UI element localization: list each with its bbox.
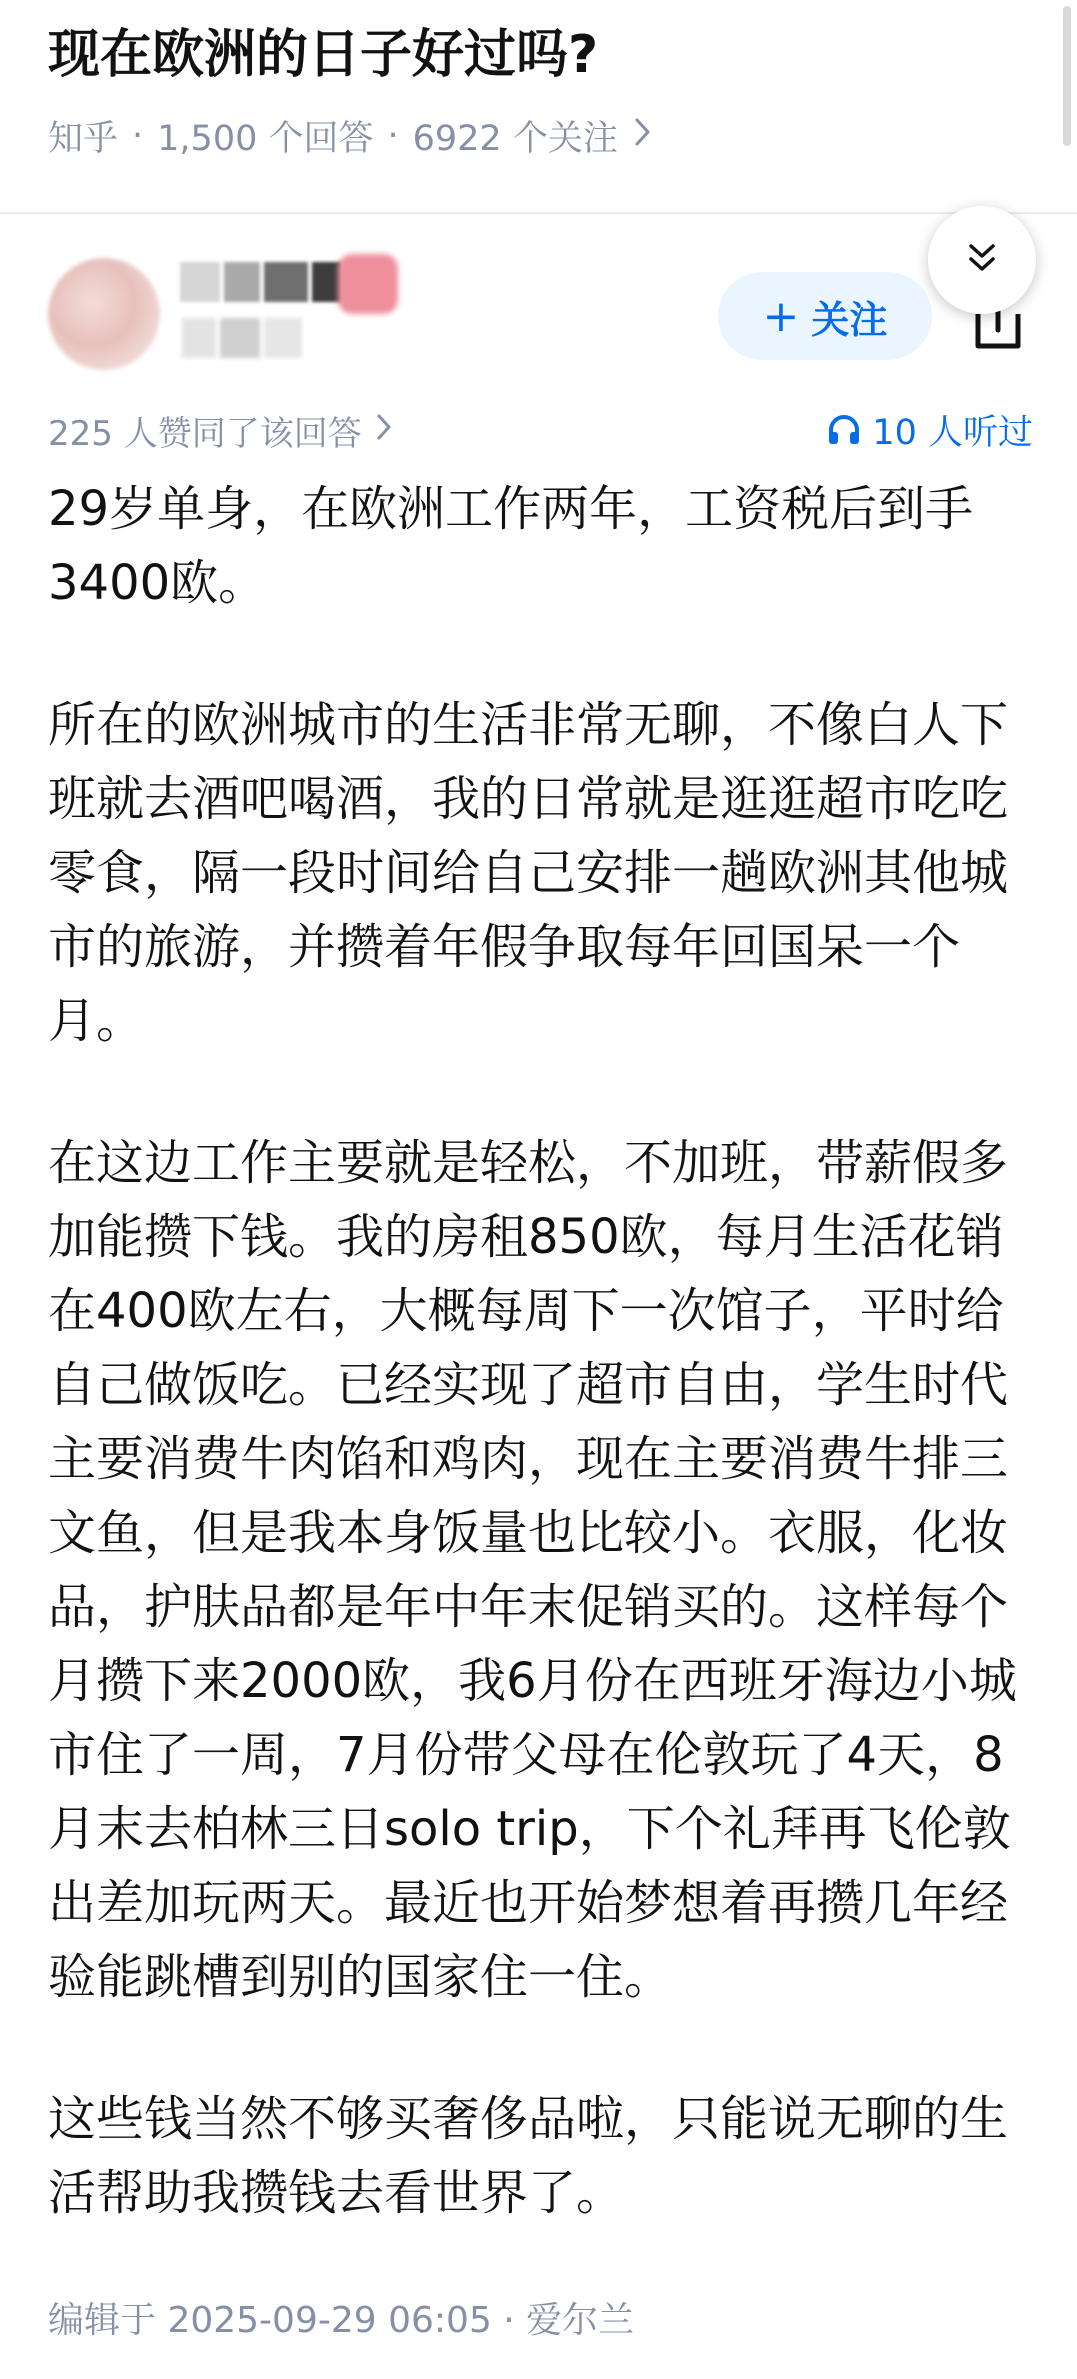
answer-paragraph: 所在的欧洲城市的生活非常无聊，不像白人下班就去酒吧喝酒，我的日常就是逛逛超市吃吃零食，隔一段时间给自己安排一趟欧洲其他城市的旅游，并攒着年假争取每年回国呆一个月。 (48, 697, 1009, 1049)
double-chevron-down-icon (964, 240, 1000, 280)
edit-timestamp: 编辑于 2025-09-29 06:05 · 爱尔兰 (48, 2300, 635, 2341)
answer-paragraph: 在这边工作主要就是轻松，不加班，带薪假多加能攒下钱。我的房租850欧，每月生活花销在400欧左右，大概每周下一次馆子，平时给自己做饭吃。已经实现了超市自由，学生时代主要消费牛肉馅和鸡肉，现在主要消费牛排三文鱼，但是我本身饭量也比较小。衣服，化妆品，护肤品都是年中年末促销买的。这样每个月攒下来2000欧，我6月份在西班牙海边小城市住了一周，7月份带父母在伦敦玩了4天，8月末去柏林三日solo trip，下个礼拜再飞伦敦出差加玩两天。最近也开始梦想着再攒几年经验能跳槽到别的国家住一住。 (48, 1135, 1017, 2005)
vote-summary[interactable] (48, 400, 392, 460)
chevron-right-icon (376, 410, 392, 450)
listen-button[interactable] (826, 400, 1033, 460)
meta-separator: · (132, 116, 144, 156)
plus-icon: + (762, 290, 800, 342)
answer-content (48, 472, 1048, 2298)
collapse-button[interactable] (928, 206, 1036, 314)
listen-count: 10 人听过 (872, 413, 1033, 453)
author-badge-blurred (338, 254, 398, 314)
followers-count: 6922 个关注 (412, 119, 618, 159)
votes-text: 225 人赞同了该回答 (48, 413, 362, 454)
answer-paragraph: 这些钱当然不够买奢侈品啦，只能说无聊的生活帮助我攒钱去看世界了。 (48, 2091, 1009, 2221)
answers-count: 1,500 个回答 (157, 119, 374, 159)
headphones-icon (826, 412, 862, 448)
follow-button[interactable] (718, 272, 932, 360)
author-avatar[interactable] (48, 258, 160, 370)
question-title[interactable]: 现在欧洲的日子好过吗? (48, 25, 599, 85)
scrollbar[interactable] (1063, 6, 1071, 146)
answer-paragraph: 29岁单身，在欧洲工作两年，工资税后到手3400欧。 (48, 481, 974, 611)
chevron-right-icon (634, 116, 652, 156)
meta-separator: · (387, 116, 399, 156)
divider (0, 212, 1077, 214)
follow-label: 关注 (811, 297, 888, 342)
author-bio-blurred (182, 318, 302, 358)
question-meta[interactable] (48, 108, 652, 164)
source-label: 知乎 (48, 119, 119, 159)
